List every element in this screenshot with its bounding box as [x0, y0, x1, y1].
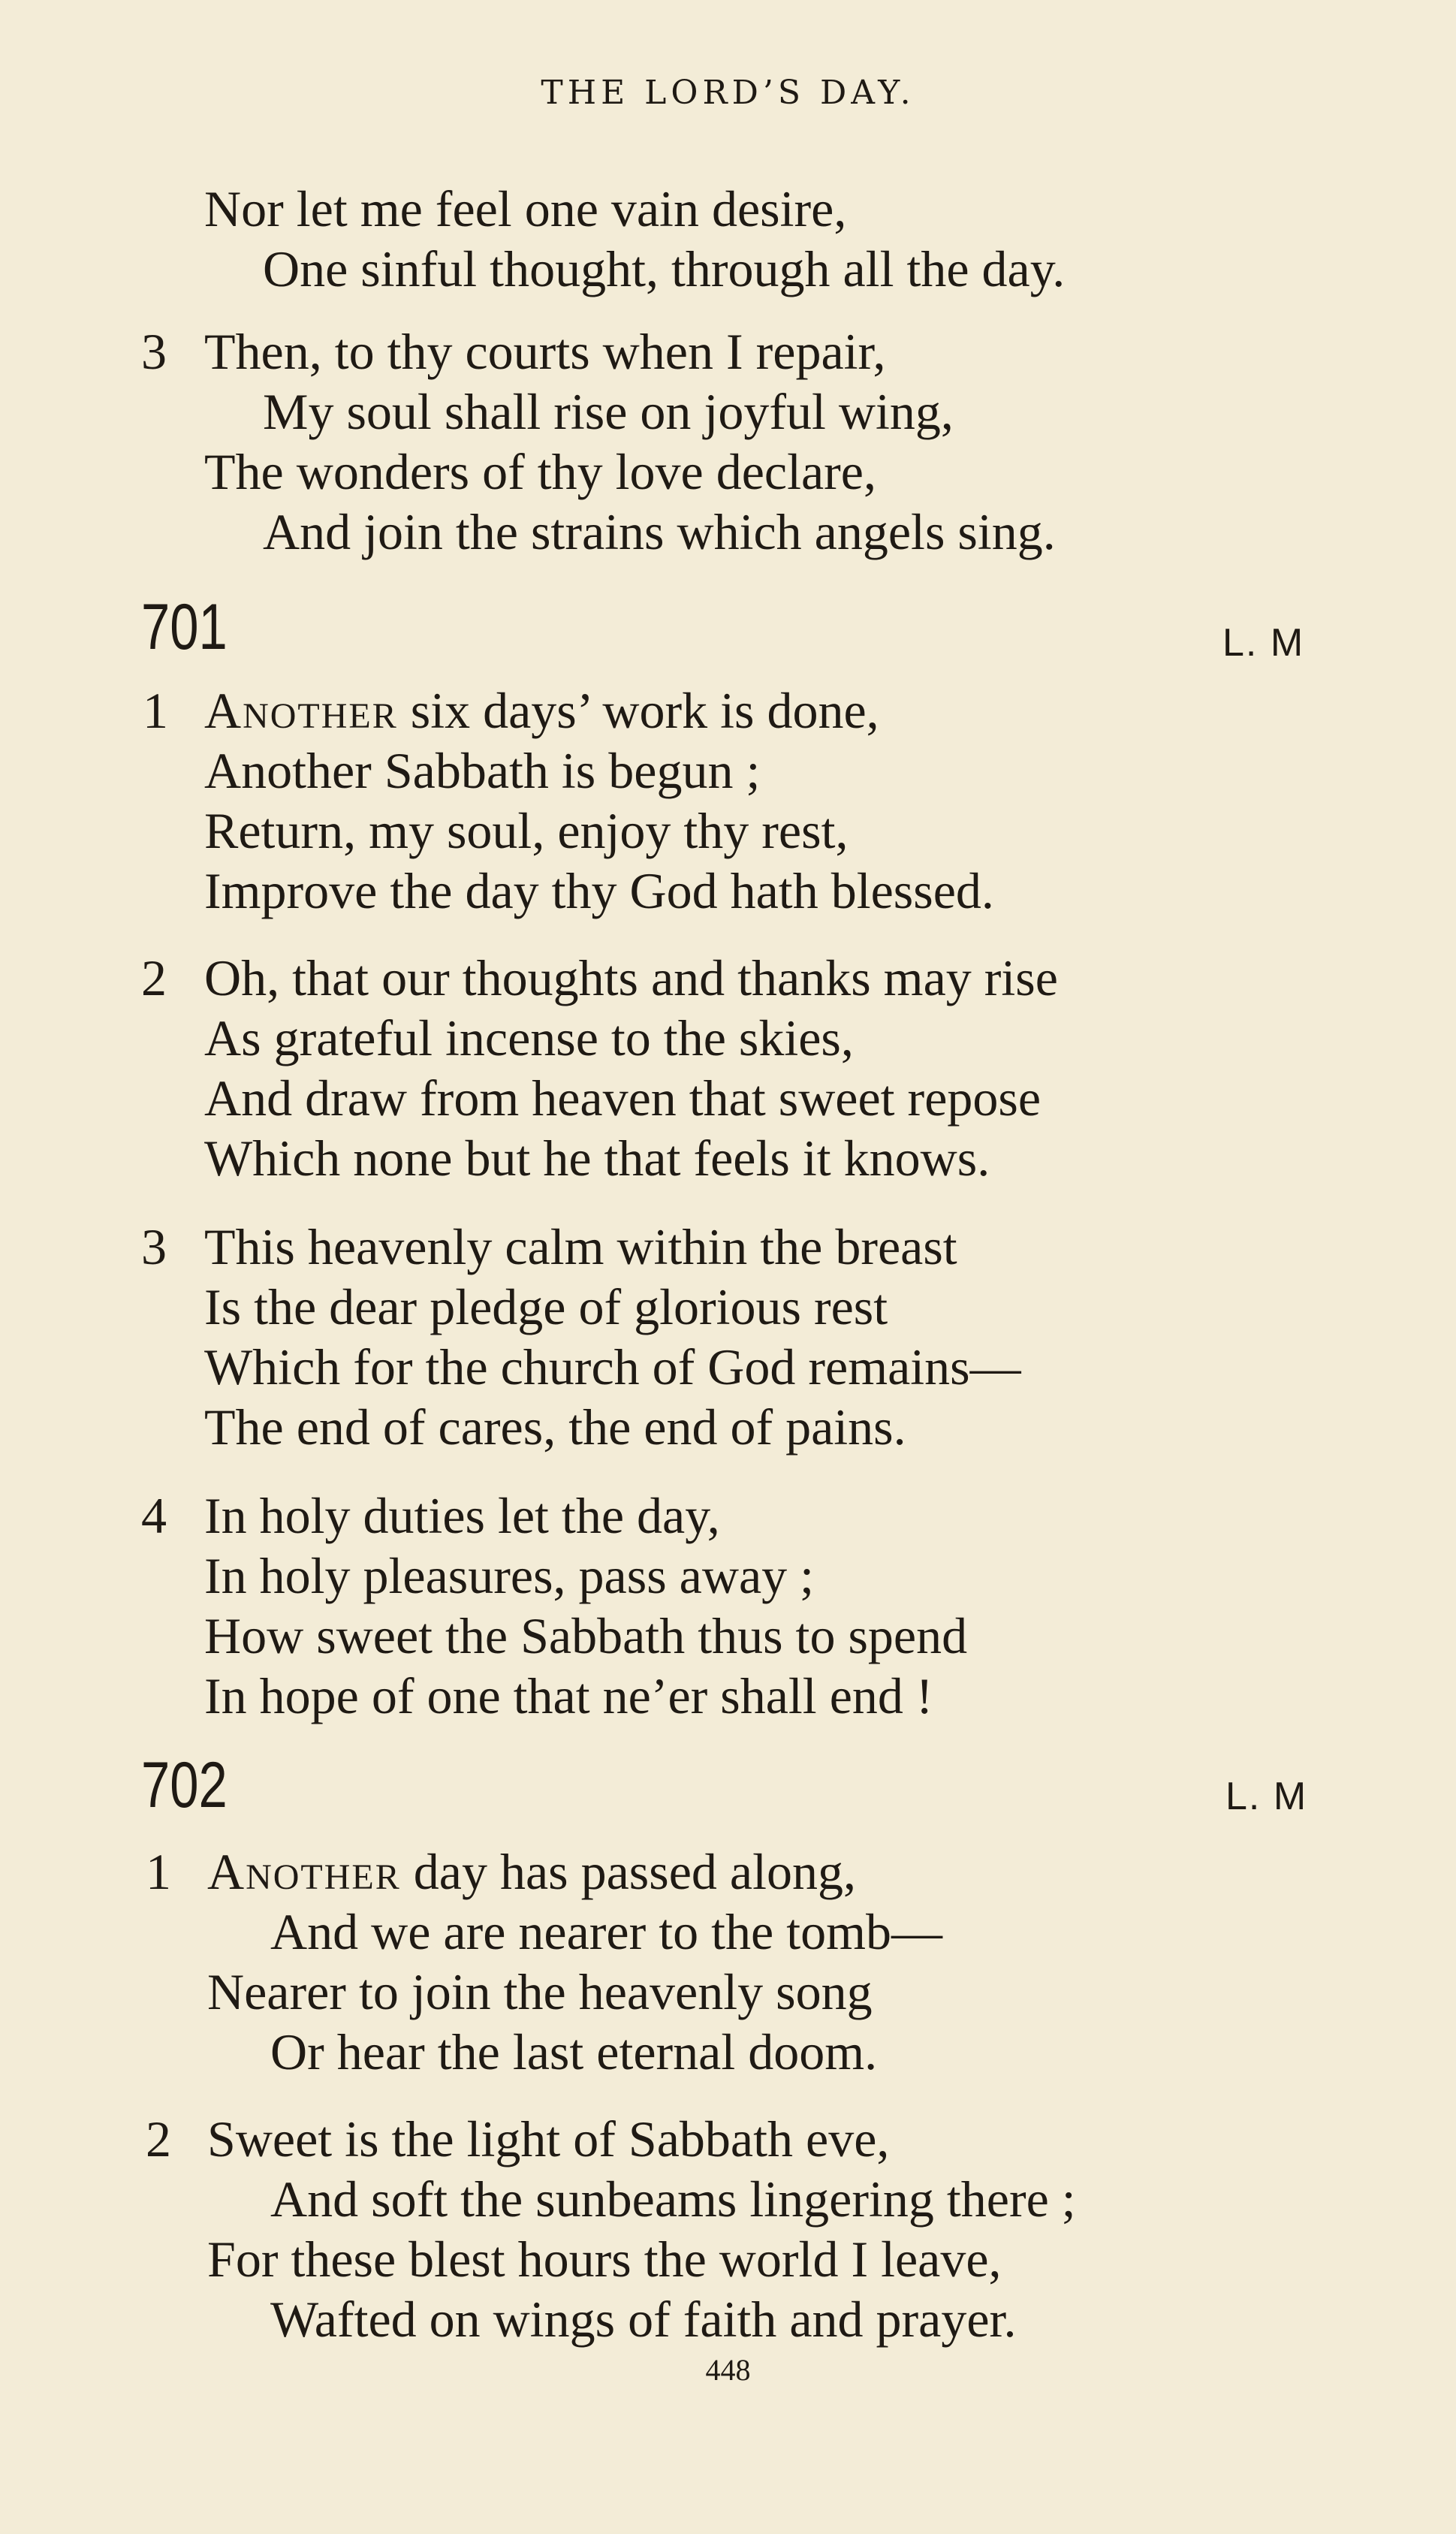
- verse-line: As grateful incense to the skies,: [204, 1009, 854, 1066]
- verse-line: And soft the sunbeams lingering there ;: [270, 2170, 1076, 2228]
- verse-line: The end of cares, the end of pains.: [204, 1398, 906, 1456]
- stanza-number: 2: [141, 949, 167, 1006]
- verse-line: Wafted on wings of faith and prayer.: [270, 2291, 1017, 2348]
- stanza-number: 1: [146, 1843, 171, 1900]
- verse-line: Nor let me feel one vain desire,: [204, 180, 847, 237]
- verse-line: The wonders of thy love declare,: [204, 443, 876, 500]
- verse-line: Another Sabbath is begun ;: [204, 742, 761, 799]
- stanza-number: 1: [143, 682, 168, 739]
- stanza-number: 2: [146, 2110, 171, 2167]
- verse-line: For these blest hours the world I leave,: [207, 2231, 1002, 2288]
- initial-word: Another: [207, 1843, 401, 1900]
- verse-line: Or hear the last eternal doom.: [270, 2023, 878, 2080]
- verse-line-rest: day has passed along,: [400, 1843, 856, 1900]
- verse-line: Improve the day thy God hath blessed.: [204, 862, 994, 919]
- verse-line-rest: six days’ work is done,: [397, 682, 879, 739]
- verse-line: Then, to thy courts when I repair,: [204, 323, 886, 380]
- verse-line: My soul shall rise on joyful wing,: [263, 383, 954, 440]
- hymn-number: 702: [141, 1749, 228, 1821]
- verse-line: And we are nearer to the tomb—: [270, 1903, 942, 1960]
- verse-line: And draw from heaven that sweet repose: [204, 1069, 1042, 1127]
- verse-line: Which for the church of God remains—: [204, 1338, 1021, 1395]
- running-head: THE LORD’S DAY.: [541, 74, 915, 112]
- verse-line: How sweet the Sabbath thus to spend: [204, 1607, 968, 1664]
- verse-line: This heavenly calm within the breast: [204, 1218, 957, 1275]
- verse-line: Return, my soul, enjoy thy rest,: [204, 802, 849, 859]
- page-number: 448: [705, 2353, 751, 2387]
- stanza-number: 3: [141, 323, 167, 380]
- initial-word: Another: [204, 682, 398, 739]
- verse-line: Nearer to join the heavenly song: [207, 1963, 873, 2020]
- hymn-number: 701: [141, 591, 228, 663]
- verse-line: And join the strains which angels sing.: [263, 503, 1056, 560]
- verse-line: Which none but he that feels it knows.: [204, 1130, 990, 1187]
- meter-label: L. M: [1222, 621, 1305, 665]
- stanza-number: 4: [141, 1487, 167, 1544]
- verse-line: In holy duties let the day,: [204, 1487, 720, 1544]
- verse-line: [207, 1843, 856, 1900]
- stanza-number: 3: [141, 1218, 167, 1275]
- verse-line: In holy pleasures, pass away ;: [204, 1547, 815, 1604]
- verse-line: Sweet is the light of Sabbath eve,: [207, 2110, 890, 2167]
- verse-line: [204, 682, 879, 739]
- verse-line: Oh, that our thoughts and thanks may rise: [204, 949, 1058, 1006]
- meter-label: L. M: [1225, 1775, 1308, 1818]
- verse-line: One sinful thought, through all the day.: [263, 240, 1066, 297]
- verse-line: In hope of one that ne’er shall end !: [204, 1667, 933, 1724]
- verse-line: Is the dear pledge of glorious rest: [204, 1278, 888, 1335]
